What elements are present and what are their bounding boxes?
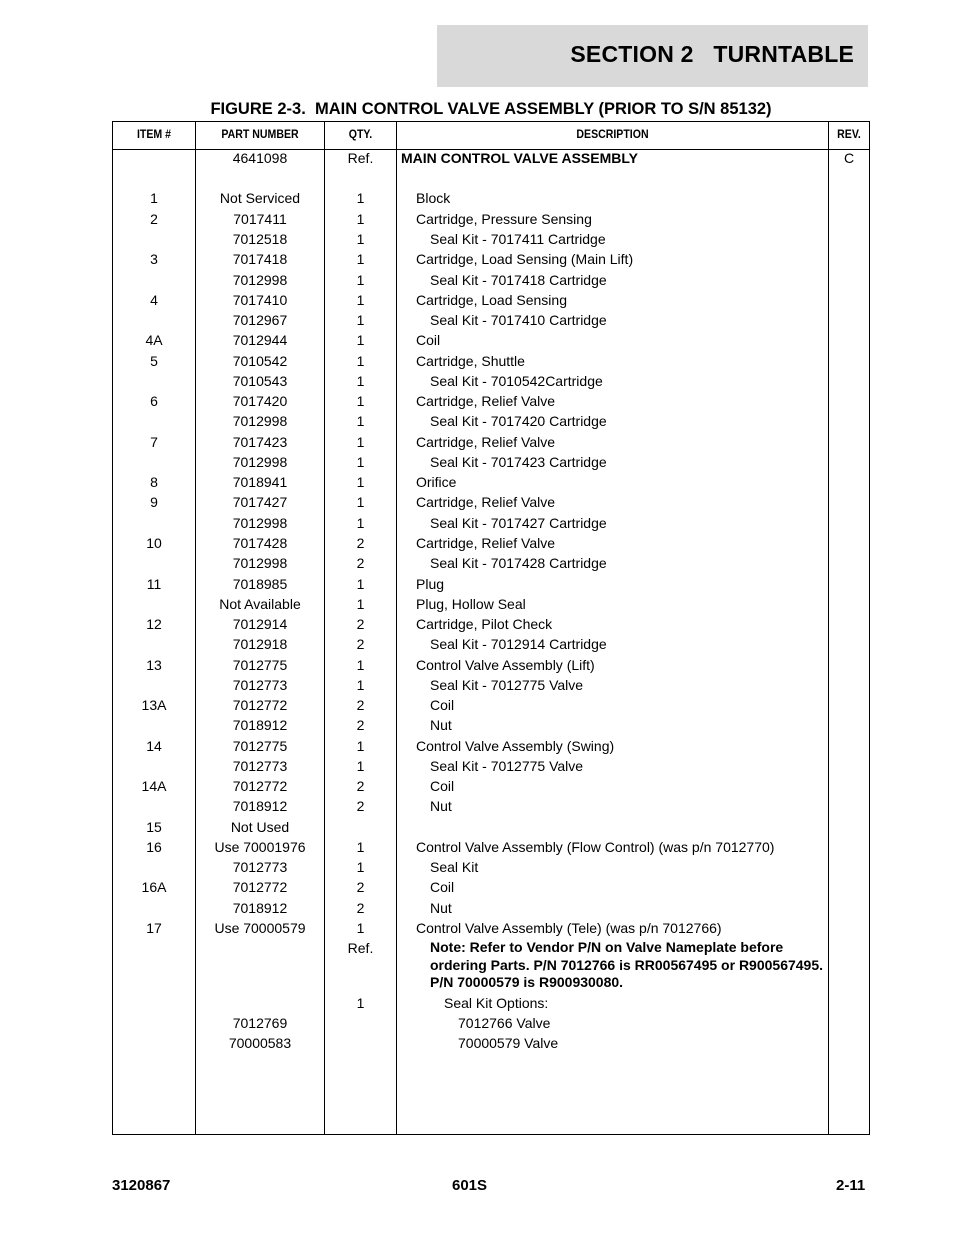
header-item: ITEM # (136, 127, 172, 141)
description-cell: Seal Kit (430, 859, 479, 875)
description-cell: Seal Kit - 7017420 Cartridge (430, 413, 607, 429)
part-number-cell: 7017418 (232, 251, 288, 267)
qty-cell: 2 (356, 778, 365, 794)
part-number-cell: 7017428 (232, 535, 288, 551)
qty-cell: 2 (356, 879, 365, 895)
qty-cell: 1 (356, 576, 365, 592)
description-cell: MAIN CONTROL VALVE ASSEMBLY (401, 150, 638, 166)
description-cell: Control Valve Assembly (Flow Control) (was p/n 7012770) (416, 839, 775, 855)
description-cell: Seal Kit - 7017423 Cartridge (430, 454, 607, 470)
part-number-cell: 7012914 (232, 616, 288, 632)
part-number-cell: 7012518 (232, 231, 288, 247)
description-cell: Seal Kit - 7010542Cartridge (430, 373, 603, 389)
qty-cell: 2 (356, 717, 365, 733)
part-number-cell: 7012967 (232, 312, 288, 328)
header-part-number: PART NUMBER (221, 127, 299, 141)
description-cell: Orifice (416, 474, 457, 490)
qty-cell: 1 (356, 373, 365, 389)
description-cell: Cartridge, Relief Valve (416, 434, 556, 450)
part-number-cell: 7018941 (232, 474, 288, 490)
description-cell: Plug (416, 576, 445, 592)
item-number-cell: 1 (150, 190, 158, 206)
section-banner (437, 25, 868, 87)
description-cell: Seal Kit - 7017410 Cartridge (430, 312, 607, 328)
description-cell: Seal Kit - 7012775 Valve (430, 758, 584, 774)
item-number-cell: 16A (141, 879, 167, 895)
description-cell: Cartridge, Pilot Check (416, 616, 553, 632)
qty-cell: 1 (356, 292, 365, 308)
description-cell: Nut (430, 798, 452, 814)
header-rev: REV. (837, 127, 861, 141)
part-number-cell: 7012918 (232, 636, 288, 652)
part-number-cell: 7012769 (232, 1015, 288, 1031)
part-number-cell: 7012998 (232, 272, 288, 288)
description-cell: Cartridge, Load Sensing (Main Lift) (416, 251, 634, 267)
item-number-cell: 17 (146, 920, 162, 936)
qty-cell: 1 (356, 272, 365, 288)
item-number-cell: 11 (146, 576, 162, 592)
part-number-cell: Use 70000579 (214, 920, 306, 936)
qty-cell: 1 (356, 474, 365, 490)
part-number-cell: 7017420 (232, 393, 288, 409)
rev-cell: C (843, 150, 855, 166)
description-cell: Control Valve Assembly (Tele) (was p/n 7012766) (416, 920, 722, 936)
qty-cell: 1 (356, 353, 365, 369)
part-number-cell: Not Serviced (219, 190, 301, 206)
part-number-cell: 7010543 (232, 373, 288, 389)
qty-cell: Ref. (347, 150, 374, 166)
figure-title: FIGURE 2-3. MAIN CONTROL VALVE ASSEMBLY (PRIOR TO S/N 85132) (210, 100, 772, 118)
qty-cell: 1 (356, 190, 365, 206)
description-cell: Seal Kit - 7017418 Cartridge (430, 272, 607, 288)
qty-cell: 1 (356, 738, 365, 754)
qty-cell: 1 (356, 657, 365, 673)
header-description: DESCRIPTION (576, 127, 649, 141)
description-cell: Control Valve Assembly (Lift) (416, 657, 595, 673)
description-cell: Coil (430, 697, 455, 713)
part-number-cell: 7012773 (232, 758, 288, 774)
part-number-cell: 7012998 (232, 555, 288, 571)
qty-cell: 2 (356, 636, 365, 652)
qty-cell: 1 (356, 839, 365, 855)
qty-cell: 1 (356, 515, 365, 531)
qty-cell: 2 (356, 555, 365, 571)
part-number-cell: Not Used (230, 819, 290, 835)
item-number-cell: 10 (146, 535, 162, 551)
qty-cell: 1 (356, 454, 365, 470)
item-number-cell: 2 (150, 211, 158, 227)
qty-cell: 1 (356, 393, 365, 409)
header-qty: QTY. (348, 127, 373, 141)
item-number-cell: 16 (146, 839, 162, 855)
part-number-cell: 4641098 (232, 150, 288, 166)
item-number-cell: 8 (150, 474, 158, 490)
parts-table (112, 121, 870, 1135)
qty-cell: 1 (356, 251, 365, 267)
qty-cell: 2 (356, 697, 365, 713)
part-number-cell: 7017427 (232, 494, 288, 510)
description-cell: Coil (430, 778, 455, 794)
description-cell: Coil (430, 879, 455, 895)
footer-document-number: 3120867 (112, 1177, 171, 1194)
part-number-cell: 7012775 (232, 738, 288, 754)
part-number-cell: 7010542 (232, 353, 288, 369)
description-cell: Cartridge, Relief Valve (416, 494, 556, 510)
item-number-cell: 4A (145, 332, 163, 348)
description-cell: 7012766 Valve (458, 1015, 551, 1031)
qty-cell: Ref. (347, 940, 374, 956)
part-number-cell: 7012998 (232, 413, 288, 429)
item-number-cell: 15 (146, 819, 162, 835)
description-cell: Cartridge, Relief Valve (416, 393, 556, 409)
part-number-cell: 7018985 (232, 576, 288, 592)
part-number-cell: Not Available (219, 596, 301, 612)
qty-cell: 2 (356, 900, 365, 916)
part-number-cell: 7017411 (233, 211, 287, 227)
item-number-cell: 14 (146, 738, 162, 754)
qty-cell: 2 (356, 616, 365, 632)
description-cell: Cartridge, Load Sensing (416, 292, 567, 308)
part-number-cell: 7012773 (232, 677, 288, 693)
item-number-cell: 4 (150, 292, 158, 308)
description-cell: Seal Kit - 7012775 Valve (430, 677, 584, 693)
part-number-cell: 7017423 (232, 434, 288, 450)
qty-cell: 1 (356, 312, 365, 328)
part-number-cell: 7018912 (232, 717, 288, 733)
item-number-cell: 5 (150, 353, 158, 369)
description-cell: Cartridge, Shuttle (416, 353, 525, 369)
description-cell: Seal Kit - 7017428 Cartridge (430, 555, 607, 571)
description-cell: Cartridge, Relief Valve (416, 535, 556, 551)
footer-model: 601S (452, 1177, 488, 1194)
part-number-cell: 7017410 (232, 292, 288, 308)
item-number-cell: 7 (150, 434, 158, 450)
note-line: Note: Refer to Vendor P/N on Valve Nameplate before (430, 939, 784, 955)
item-number-cell: 13A (141, 697, 167, 713)
description-cell: Plug, Hollow Seal (416, 596, 526, 612)
part-number-cell: 7012772 (232, 697, 288, 713)
item-number-cell: 9 (150, 494, 158, 510)
qty-cell: 2 (356, 798, 365, 814)
vendor-note (430, 939, 823, 992)
qty-cell: 1 (356, 920, 365, 936)
description-cell: 70000579 Valve (458, 1035, 559, 1051)
part-number-cell: 7018912 (232, 900, 288, 916)
description-cell: Nut (430, 717, 452, 733)
qty-cell: 1 (356, 494, 365, 510)
qty-cell: 1 (356, 231, 365, 247)
description-cell: Seal Kit - 7017411 Cartridge (430, 231, 606, 247)
qty-cell: 1 (356, 596, 365, 612)
qty-cell: 1 (356, 995, 365, 1011)
item-number-cell: 6 (150, 393, 158, 409)
qty-cell: 1 (356, 332, 365, 348)
item-number-cell: 12 (146, 616, 162, 632)
description-cell: Seal Kit - 7017427 Cartridge (430, 515, 607, 531)
qty-cell: 1 (356, 758, 365, 774)
item-number-cell: 3 (150, 251, 158, 267)
description-cell: Coil (416, 332, 441, 348)
description-cell: Seal Kit Options: (444, 995, 549, 1011)
qty-cell: 1 (356, 413, 365, 429)
part-number-cell: 7012775 (232, 657, 288, 673)
part-number-cell: 7012998 (232, 454, 288, 470)
part-number-cell: 7012944 (232, 332, 288, 348)
qty-cell: 1 (356, 677, 365, 693)
description-cell: Nut (430, 900, 452, 916)
section-title: SECTION 2 TURNTABLE (570, 41, 854, 67)
part-number-cell: 7012772 (232, 778, 288, 794)
description-cell: Seal Kit - 7012914 Cartridge (430, 636, 607, 652)
note-line: P/N 70000579 is R900930080. (430, 974, 624, 990)
part-number-cell: 7018912 (232, 798, 288, 814)
part-number-cell: Use 70001976 (214, 839, 306, 855)
part-number-cell: 70000583 (228, 1035, 292, 1051)
qty-cell: 1 (356, 211, 365, 227)
description-cell: Block (416, 190, 451, 206)
qty-cell: 1 (356, 859, 365, 875)
item-number-cell: 13 (146, 657, 162, 673)
description-cell: Control Valve Assembly (Swing) (416, 738, 615, 754)
qty-cell: 2 (356, 535, 365, 551)
part-number-cell: 7012998 (232, 515, 288, 531)
footer-page-number: 2-11 (836, 1177, 866, 1194)
part-number-cell: 7012773 (232, 859, 288, 875)
qty-cell: 1 (356, 434, 365, 450)
note-line: ordering Parts. P/N 7012766 is RR00567495 or R900567495. (430, 956, 824, 973)
item-number-cell: 14A (141, 778, 167, 794)
description-cell: Cartridge, Pressure Sensing (416, 211, 592, 227)
part-number-cell: 7012772 (232, 879, 288, 895)
